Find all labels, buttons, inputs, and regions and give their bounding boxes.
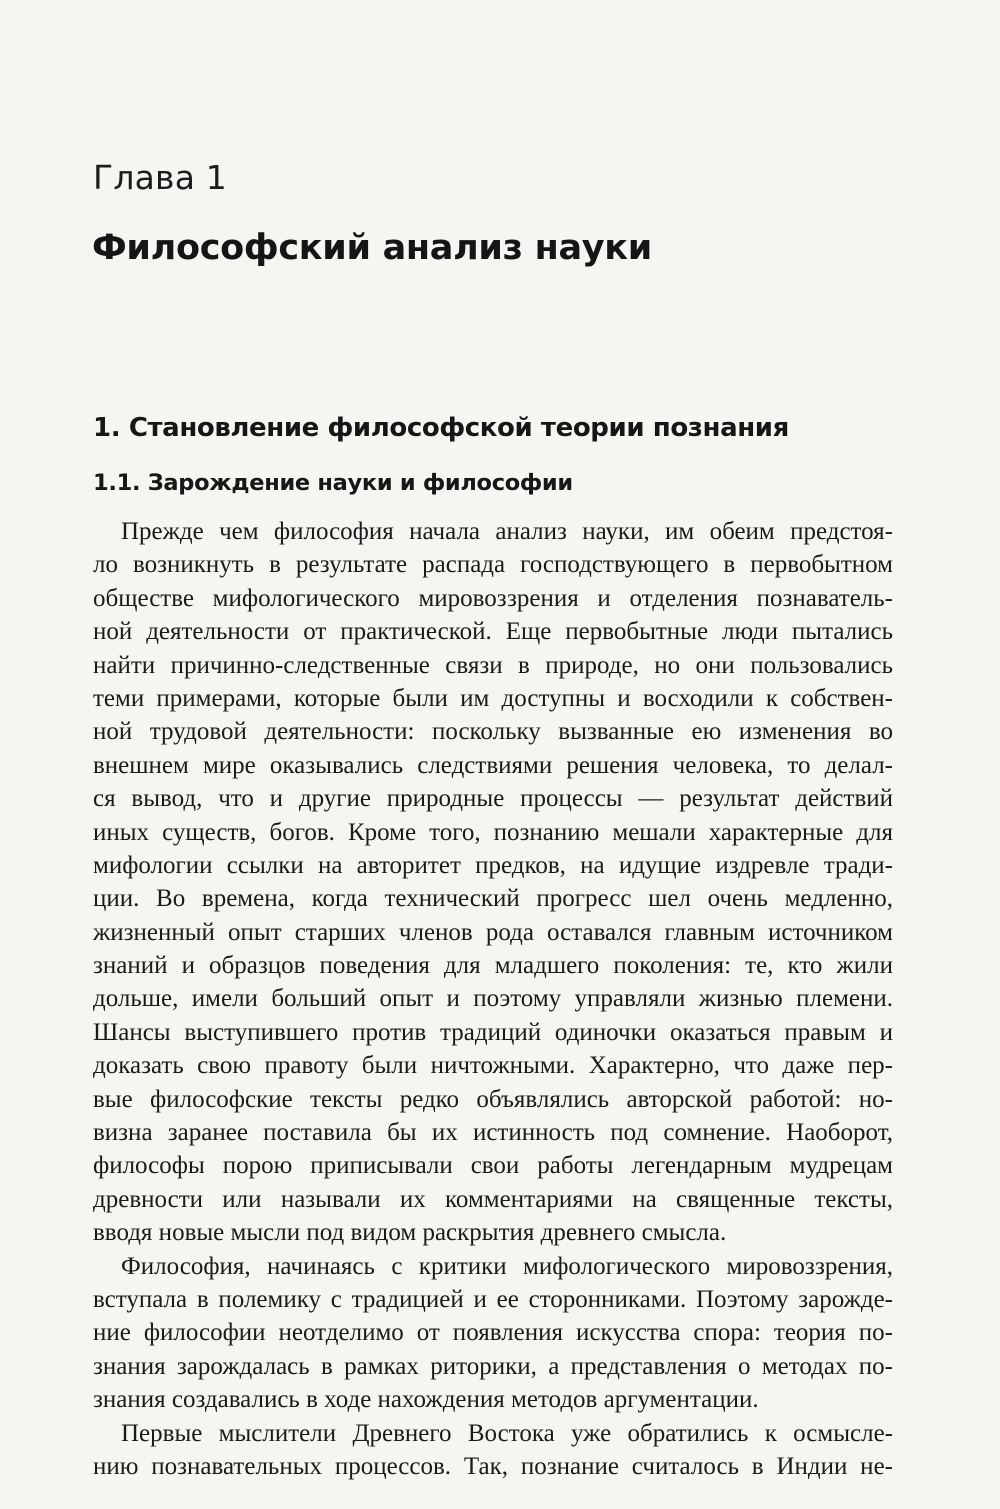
text-line: ние философии неотделимо от появления искусства спора: теория по-: [93, 1319, 893, 1347]
text-line: ции. Во времена, когда технический прогресс шел очень медленно,: [93, 885, 893, 913]
text-line: вводя новые мысли под видом раскрытия древнего смысла.: [93, 1219, 727, 1247]
text-line: внешнем мире оказывались следствиями решения человека, то делал-: [93, 751, 893, 779]
text-line: визна заранее поставила бы их истинность под сомнение. Наоборот,: [93, 1119, 893, 1147]
text-line: нию познавательных процессов. Так, познание считалось в Индии не-: [93, 1452, 893, 1480]
text-line: ной деятельности от практической. Еще первобытные люди пытались: [93, 618, 893, 646]
text-line: мифологии ссылки на авторитет предков, на идущие издревле тради-: [93, 851, 893, 879]
text-line: обществе мифологического мировоззрения и отделения познаватель-: [93, 584, 893, 612]
text-line: Философия, начинаясь с критики мифологического мировоззрения,: [121, 1252, 893, 1280]
text-line: найти причинно-следственные связи в природе, но они пользовались: [93, 651, 893, 679]
text-line: доказать свою правоту были ничтожными. Характерно, что даже пер-: [93, 1052, 893, 1080]
text-line: Первые мыслители Древнего Востока уже обратились к осмысле-: [121, 1419, 893, 1447]
paragraph: [93, 1250, 893, 1417]
text-line: знания создавались в ходе нахождения методов аргументации.: [93, 1386, 759, 1414]
text-line: ло возникнуть в результате распада господствующего в первобытном: [93, 551, 893, 579]
paragraph: [93, 515, 893, 1250]
chapter-title: Философский анализ науки: [92, 228, 652, 268]
section-title: 1. Становление философской теории познания: [93, 413, 789, 443]
text-line: ся вывод, что и другие природные процессы — результат действий: [93, 785, 893, 813]
text-line: знаний и образцов поведения для младшего поколения: те, кто жили: [93, 952, 893, 980]
text-line: иных существ, богов. Кроме того, познанию мешали характерные для: [93, 818, 893, 846]
subsection-title: 1.1. Зарождение науки и философии: [93, 470, 573, 496]
text-line: философы порою приписывали свои работы легендарным мудрецам: [93, 1152, 893, 1180]
text-line: Шансы выступившего против традиций одиночки оказаться правым и: [93, 1018, 893, 1046]
text-line: вые философские тексты редко объявлялись авторской работой: но-: [93, 1085, 893, 1113]
text-line: вступала в полемику с традицией и ее сторонниками. Поэтому зарожде-: [93, 1285, 893, 1313]
text-line: знания зарождалась в рамках риторики, а представления о методах по-: [93, 1352, 893, 1380]
chapter-label: Глава 1: [93, 158, 227, 197]
paragraph: [93, 1417, 893, 1484]
text-line: ной трудовой деятельности: поскольку вызванные ею изменения во: [93, 718, 893, 746]
text-line: теми примерами, которые были им доступны и восходили к собствен-: [93, 684, 893, 712]
text-line: дольше, имели больший опыт и поэтому управляли жизнью племени.: [93, 985, 893, 1013]
text-line: Прежде чем философия начала анализ науки, им обеим предстоя-: [121, 518, 893, 545]
text-line: древности или называли их комментариями на священные тексты,: [93, 1185, 893, 1213]
body-text: [93, 515, 893, 1483]
text-line: жизненный опыт старших членов рода оставался главным источником: [93, 918, 893, 946]
